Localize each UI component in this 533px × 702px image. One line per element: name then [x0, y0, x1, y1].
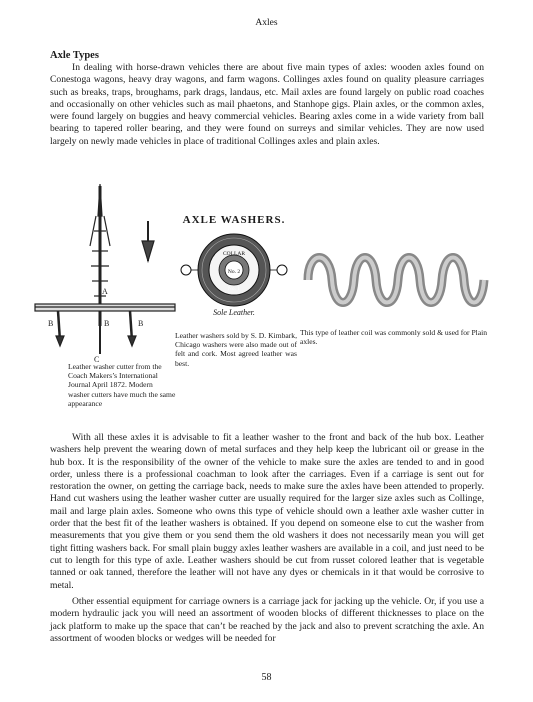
- cutter-label-b-left: B: [48, 319, 54, 328]
- cutter-label-b-right: B: [138, 319, 144, 328]
- washer-cutter-illustration: [30, 176, 180, 366]
- caption-leather-coil: This type of leather coil was commonly sold & used for Plain axles.: [300, 328, 488, 347]
- page-number: 58: [261, 672, 272, 683]
- cutter-label-b-center: B: [104, 319, 110, 328]
- washer-cutter-drawing: [35, 184, 175, 354]
- section-title: Axle Types: [50, 50, 99, 61]
- washer-ring-label-center: No. 2: [227, 269, 241, 275]
- leather-coil-drawing: [308, 258, 484, 303]
- washer-ring-label-collar: COLLAR: [223, 251, 245, 257]
- paragraph-carriage-jack: Other essential equipment for carriage owners is a carriage jack for jacking up the vehicle. Or, if you use a modern hydraulic jack you will need an assortment of wooden blocks of different thicknesses to place on the jack platform to make up the space that can’t be reached by the jack and also to prevent scratching the axle. An assortment of wooden blocks or wedges will be needed for: [50, 596, 484, 644]
- paragraph-leather-washers: With all these axles it is advisable to fit a leather washer to the front and back of the hub box. Leather washers help prevent the wearing down of metal surfaces and they help keep the lubricant oil or grease in the hub box. It is the responsibility of the owner of the vehicle to make sure the axles are tended to and in good order, unless there is a professional coachman to look after the carriages. Even if a carriage is sent out for restoration the owner, on getting the carriage back, needs to make sure the axles have been attended to properly. Hand cut washers using the leather washer cutter are usually required for the larger size axles such as Collinge, mail and large plain axles. Someone who owns this type of vehicle should own a leather axle washer cutter in order that the best fit of the leather washers is obtained. If you depend on someone else to cut the washer from measurements that you give them or you send them the old washers it does not necessarily mean you will get tight fitting washers back. For small plain buggy axles leather washers are available in a coil, and just need to be cut to length for this type of axle. Leather washers should be cut from russet colored leather that is vegetable tanned or oak tanned, therefore the leather will not have any dyes or chemicals in it that would be corrosive to metal.: [50, 432, 484, 591]
- caption-axle-washers: Leather washers sold by S. D. Kimbark, Chicago washers were also made out of felt and cork. Most agreed leather was best.: [175, 331, 297, 368]
- paragraph-axle-types: In dealing with horse-drawn vehicles there are about five main types of axles: wooden axles found on Conestoga wagons, heavy dray wagons, and farm wagons. Collinges axles found on quality pleasure carriages such as breaks, traps, broughams, park drags, landaus, etc. Mail axles are found largely on public road coaches and occasionally on other vehicles such as mail phaetons, and Stanhope gigs. Plain axles, or the common axles, were found largely on buggies and heavy commercial vehicles. Bearing axles come in a wide variety from ball bearing to tapered roller bearing, and they were found on surreys and similar vehicles. They are now used largely on newly made vehicles in place of traditional Collinges axles and plain axles.: [50, 62, 484, 147]
- running-head: Axles: [255, 18, 278, 28]
- washer-ring-label-bottom: No. 1: [227, 286, 241, 292]
- leather-coil-illustration: [300, 240, 490, 320]
- axle-washers-subtitle: Sole Leather.: [213, 308, 255, 317]
- axle-washers-heading: AXLE WASHERS.: [182, 214, 286, 226]
- cutter-label-c: C: [94, 355, 100, 364]
- cutter-label-a: A: [102, 287, 108, 296]
- caption-washer-cutter: Leather washer cutter from the Coach Makers’s International Journal April 1872. Modern washer cutters have much the same appearance: [68, 362, 176, 408]
